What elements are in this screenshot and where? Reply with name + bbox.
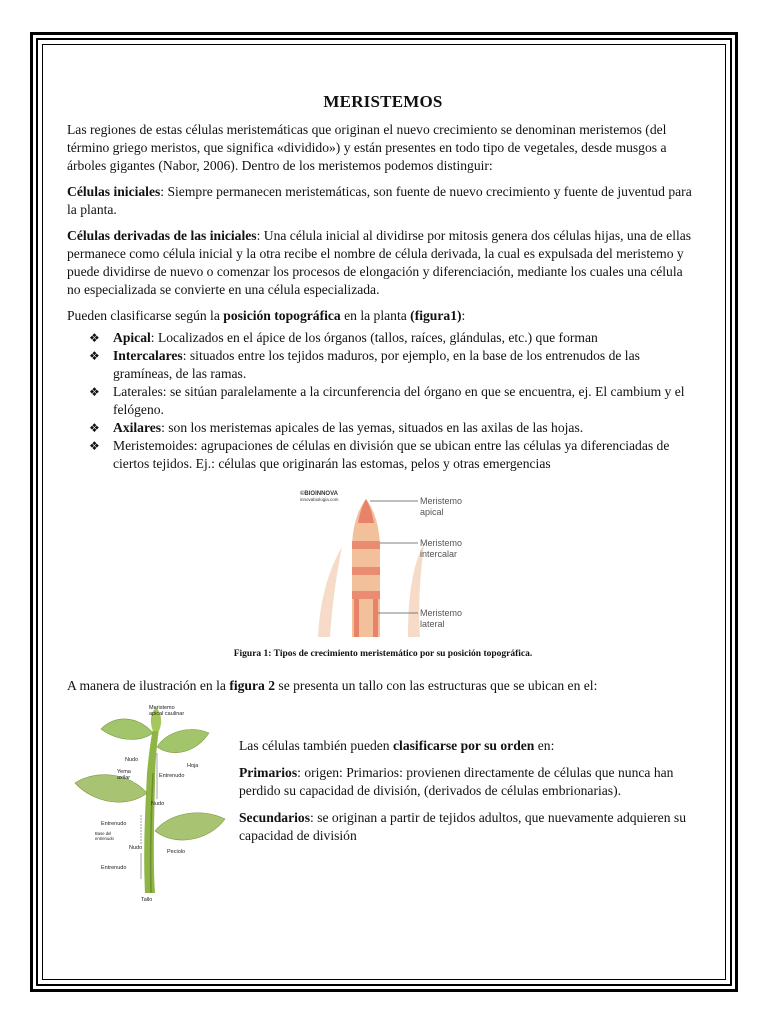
label-peciolo: Peciolo <box>167 849 186 855</box>
text-celulas-derivadas: : Una célula inicial al dividirse por mitosis genera dos células hijas, una de ellas permanece como célula inicial y la otra recibe el nombre de célula derivada, la cual es expulsada del meristemo y puede dividirse de nuevo o comenzar los procesos de elongación y diferenciación, mediante los cuales una célula no especializada se convierte en una célula especializada. <box>67 228 692 297</box>
list-item-axilares <box>67 419 699 437</box>
list-text: : Localizados en el ápice de los órganos (tallos, raíces, glándulas, etc.) que forman <box>150 330 598 345</box>
leaf-top-right <box>157 729 209 752</box>
label-nudo-1: Nudo <box>125 757 139 763</box>
list-term: Axilares <box>113 420 162 435</box>
leaf-top-left <box>101 719 153 739</box>
bioinnova-logo: ©BIOINNOVA <box>300 491 338 497</box>
label-hoja: Hoja <box>187 763 199 769</box>
list-item-laterales <box>67 383 699 419</box>
list-item-apical <box>67 329 699 347</box>
label-entrenudo-2: Entrenudo <box>101 821 127 827</box>
meristem-illustration <box>300 487 480 637</box>
label-tallo: Tallo <box>141 897 153 903</box>
document-body <box>67 93 699 903</box>
paragraph-secundarios <box>239 809 699 845</box>
label-yema: Yema <box>117 769 131 775</box>
label-apical-caulinar: apical caulinar <box>149 711 185 717</box>
figure-1-meristem-types <box>300 487 480 637</box>
bullet-marker-icon: ❖ <box>89 385 100 399</box>
intro-paragraph: Las regiones de estas células meristemáticas que originan el nuevo crecimiento se denominan meristemos (del término griego meristos, que significa «dividido») y están presentes en todo tipo de vegetales, desde musgos a árboles gigantes (Nabor, 2006). Dentro de los meristemos podemos distinguir: <box>67 122 667 173</box>
figura2-bold: figura 2 <box>229 678 275 693</box>
leaf-lower-right <box>155 813 225 840</box>
page-title: MERISTEMOS <box>323 92 443 111</box>
label-meristemo-lateral-2: lateral <box>420 619 445 629</box>
figura2-post: se presenta un tallo con las estructuras que se ubican en el: <box>275 678 598 693</box>
meristem-type-list <box>67 329 699 473</box>
label-axilar: axilar <box>117 775 131 781</box>
label-meristemo-apical-2: apical <box>420 507 444 517</box>
list-item-intercalares <box>67 347 699 383</box>
bullet-marker-icon: ❖ <box>89 439 100 453</box>
text-celulas-iniciales: : Siempre permanecen meristemáticas, son fuente de nuevo crecimiento y fuente de juventud para la planta. <box>67 184 692 217</box>
bullet-marker-icon: ❖ <box>89 349 100 363</box>
term-celulas-derivadas: Células derivadas de las iniciales <box>67 228 257 243</box>
orden-bold: clasificarse por su orden <box>393 738 535 753</box>
bioinnova-url: innovabiologia.com <box>300 497 339 502</box>
list-text: : son los meristemas apicales de las yemas, situados en las axilas de las hojas. <box>161 420 584 435</box>
label-nudo-3: Nudo <box>129 845 143 851</box>
label-meristemo-intercalar-2: intercalar <box>420 549 458 559</box>
label-entrenudo-1: Entrenudo <box>159 773 185 779</box>
label-meristemo: Meristemo <box>149 705 175 711</box>
leaf-middle-left <box>75 775 147 802</box>
paragraph-primarios <box>239 764 699 800</box>
text-primarios: : origen: Primarios: provienen directamente de células que nunca han perdido su capacidad de división, (derivados de células embrionarias). <box>239 765 674 798</box>
term-secundarios: Secundarios <box>239 810 311 825</box>
figura2-pre: A manera de ilustración en la <box>67 678 230 693</box>
list-term: Apical <box>113 330 151 345</box>
label-meristemo-intercalar-1: Meristemo <box>420 538 463 548</box>
clasificacion-bold-figura: (figura1) <box>410 308 462 323</box>
paragraph-orden <box>239 737 699 755</box>
label-meristemo-apical-1: Meristemo <box>420 496 463 506</box>
list-item-meristemoides <box>67 437 699 473</box>
stem-illustration <box>67 703 232 903</box>
label-entrenudo-3: Entrenudo <box>101 865 127 871</box>
term-primarios: Primarios <box>239 765 298 780</box>
label-nudo-2: Nudo <box>151 801 165 807</box>
text-secundarios: : se originan a partir de tejidos adultos, que nuevamente adquieren su capacidad de división <box>239 810 686 843</box>
paragraph-celulas-derivadas <box>67 227 699 299</box>
list-text: : situados entre los tejidos maduros, por ejemplo, en la base de los entrenudos de las gramíneas, de las ramas. <box>113 348 640 381</box>
paragraph-clasificacion <box>67 307 699 325</box>
bullet-marker-icon: ❖ <box>89 421 100 435</box>
list-text: Laterales: se sitúan paralelamente a la circunferencia del órgano en que se encuentra, ej. El cambium y el felógeno. <box>113 384 685 417</box>
paragraph-figura-2 <box>67 677 699 695</box>
clasificacion-orden-column <box>239 737 699 854</box>
clasificacion-mid: en la planta <box>340 308 411 323</box>
paragraph-celulas-iniciales <box>67 183 699 219</box>
bullet-marker-icon: ❖ <box>89 331 100 345</box>
clasificacion-pre: Pueden clasificarse según la <box>67 308 224 323</box>
label-meristemo-lateral-1: Meristemo <box>420 608 463 618</box>
clasificacion-bold-posicion: posición topográfica <box>223 308 341 323</box>
orden-pre: Las células también pueden <box>239 738 394 753</box>
label-entrenudo-base: entrenudo <box>95 836 114 841</box>
list-text: Meristemoides: agrupaciones de células en división que se ubican entre las células ya diferenciadas de ciertos tejidos. Ej.: células que originarán las estomas, pelos y otras emergencias <box>113 438 670 471</box>
figure-2-row <box>67 703 699 903</box>
figure-2-stem <box>67 703 232 903</box>
clasificacion-post: : <box>461 308 466 323</box>
orden-post: en: <box>534 738 555 753</box>
term-celulas-iniciales: Células iniciales <box>67 184 161 199</box>
list-term: Intercalares <box>113 348 183 363</box>
figure-1-caption: Figura 1: Tipos de crecimiento meristemático por su posición topográfica. <box>233 649 533 659</box>
label-base-del: Base del <box>95 831 112 836</box>
